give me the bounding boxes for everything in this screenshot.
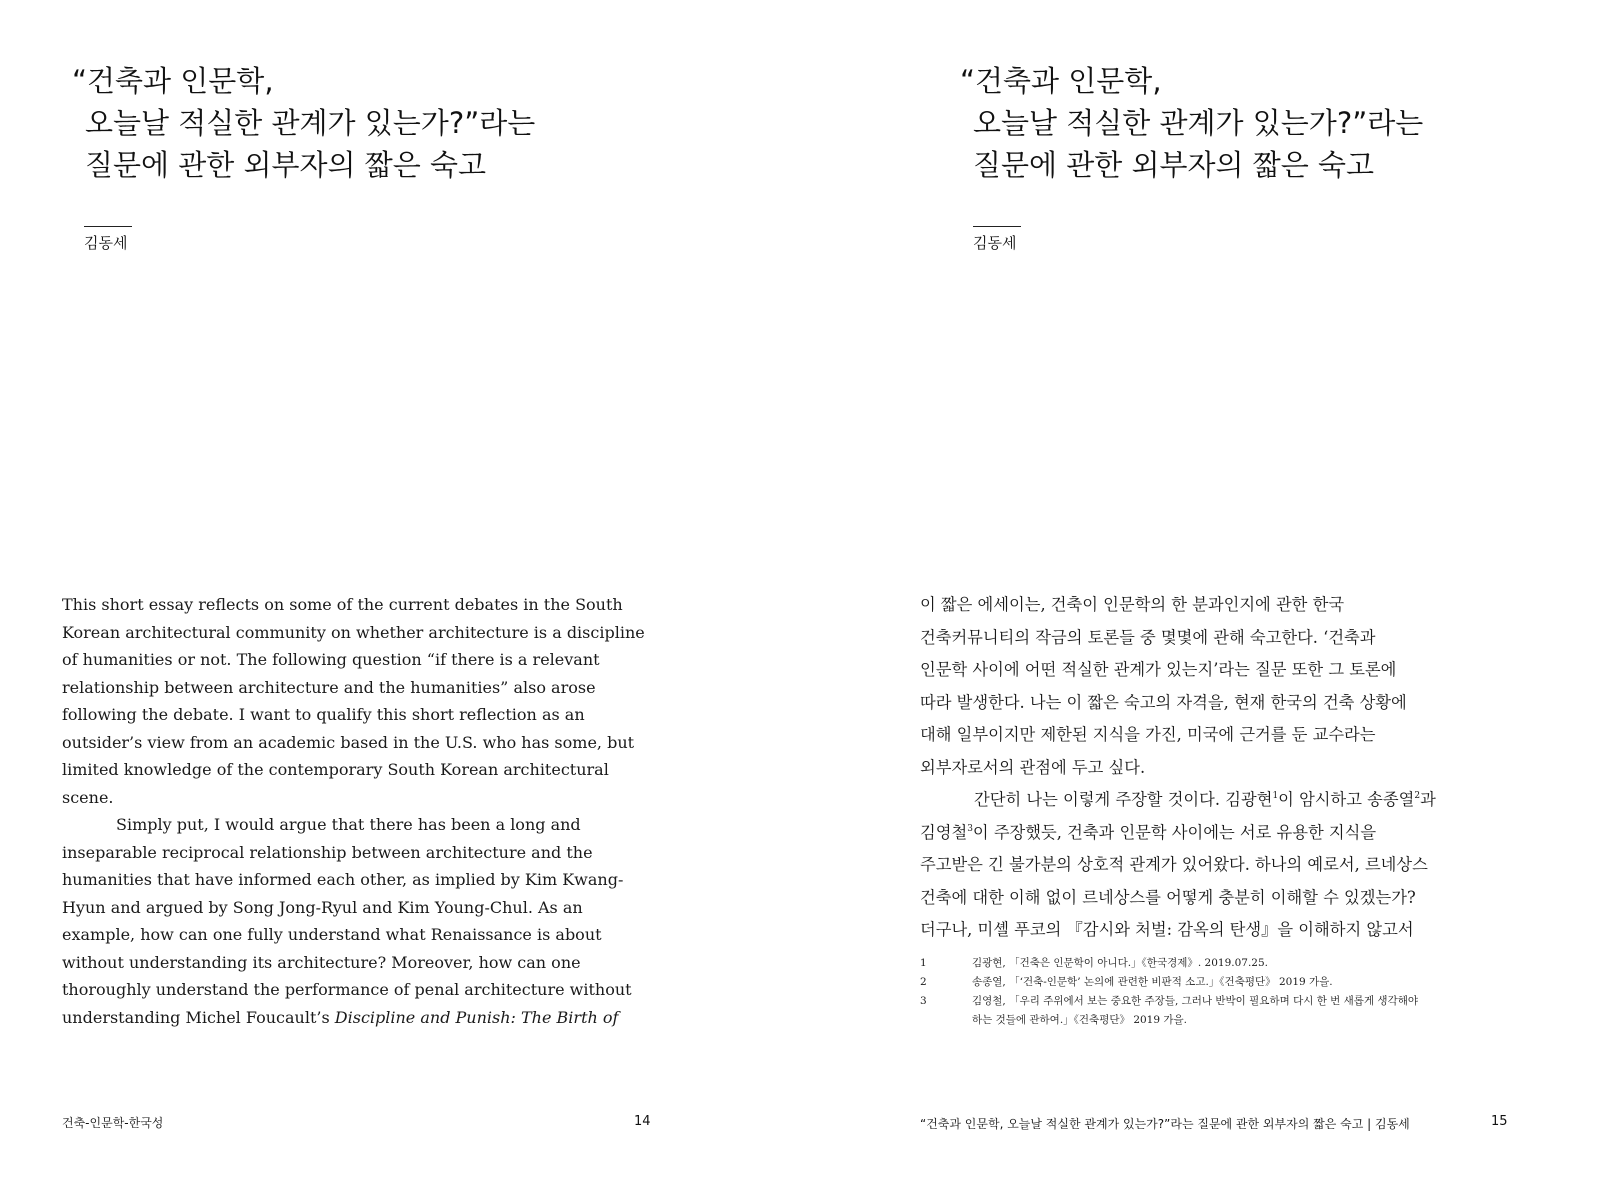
text-line: 주고받은 긴 불가분의 상호적 관계가 있어왔다. 하나의 예로서, 르네상스 xyxy=(920,855,1428,874)
title-line: 질문에 관한 외부자의 짧은 숙고 xyxy=(973,148,1375,182)
essay-title xyxy=(72,60,535,186)
title-line: 질문에 관한 외부자의 짧은 숙고 xyxy=(85,148,487,182)
text-line xyxy=(920,817,1436,850)
text-line xyxy=(920,784,1436,817)
page-number: 14 xyxy=(634,1114,651,1129)
author-divider xyxy=(973,226,1021,227)
footnote-text: 송종열, 「‘건축-인문학’ 논의에 관련한 비판적 소고.」《건축평단》 2019 가을. xyxy=(972,976,1333,988)
footnote-item xyxy=(920,954,1418,973)
text-line: 건축커뮤니티의 작금의 토론들 중 몇몇에 관해 숙고한다. ‘건축과 xyxy=(920,627,1376,647)
author-divider xyxy=(84,226,132,227)
footnote-text: 김영철, 「우리 주위에서 보는 중요한 주장들, 그러나 반박이 필요하며 다시 한 번 새롭게 생각해야 xyxy=(972,995,1418,1007)
text-run: 간단히 나는 이렇게 주장할 것이다. 김광현 xyxy=(974,790,1273,809)
running-head: “건축과 인문학, 오늘날 적실한 관계가 있는가?”라는 질문에 관한 외부자의 짧은 숙고 | 김동세 xyxy=(920,1117,1410,1131)
text-line: 이 짧은 에세이는, 건축이 인문학의 한 분과인지에 관한 한국 xyxy=(920,595,1345,614)
text-line: outsider’s view from an academic based in the U.S. who has some, but xyxy=(62,732,635,752)
text-line: following the debate. I want to qualify this short reflection as an xyxy=(62,705,585,724)
essay-body-english xyxy=(62,591,645,1031)
text-line: without understanding its architecture? Moreover, how can one xyxy=(62,952,581,972)
text-line: 건축에 대한 이해 없이 르네상스를 어떻게 충분히 이해할 수 있겠는가? xyxy=(920,887,1416,907)
text-line: 대해 일부이지만 제한된 지식을 가진, 미국에 근거를 둔 교수라는 xyxy=(920,725,1376,744)
text-line xyxy=(62,1004,645,1032)
title-line: 오늘날 적실한 관계가 있는가?”라는 xyxy=(85,106,536,140)
text-run: 이 주장했듯, 건축과 인문학 사이에는 서로 유용한 지식을 xyxy=(972,822,1377,842)
essay-title xyxy=(960,60,1423,186)
footnote-text: 김광현, 「건축은 인문학이 아니다.」《한국경제》. 2019.07.25. xyxy=(972,957,1268,969)
text-line: relationship between architecture and the humanities” also arose xyxy=(62,677,596,697)
title-line: “건축과 인문학, xyxy=(960,64,1162,98)
text-line: humanities that have informed each other, as implied by Kim Kwang- xyxy=(62,870,624,889)
book-title-italic: Discipline and Punish: The Birth of xyxy=(334,1007,619,1027)
text-line: Simply put, I would argue that there has been a long and xyxy=(116,815,581,834)
text-line: Korean architectural community on whether architecture is a discipline xyxy=(62,622,645,642)
text-run: 김영철 xyxy=(920,822,968,842)
text-line: 따라 발생한다. 나는 이 짧은 숙고의 자격을, 현재 한국의 건축 상황에 xyxy=(920,692,1407,712)
text-line: 더구나, 미셸 푸코의 『감시와 처벌: 감옥의 탄생』을 이해하지 않고서 xyxy=(920,920,1414,939)
text-run: 과 xyxy=(1420,790,1436,809)
footnote-number: 1 xyxy=(920,957,927,969)
text-line-prefix: understanding Michel Foucault’s xyxy=(62,1007,335,1027)
text-line: thoroughly understand the performance of penal architecture without xyxy=(62,980,632,999)
text-line: This short essay reflects on some of the current debates in the South xyxy=(62,595,623,614)
text-line: 외부자로서의 관점에 두고 싶다. xyxy=(920,757,1146,777)
author-name: 김동세 xyxy=(973,234,1017,252)
author-name: 김동세 xyxy=(84,234,128,252)
text-line: of humanities or not. The following question “if there is a relevant xyxy=(62,650,600,669)
footnote-text: 하는 것들에 관하여.」《건축평단》 2019 가을. xyxy=(972,1014,1187,1026)
right-page xyxy=(803,0,1606,1199)
title-line: “건축과 인문학, xyxy=(72,64,274,98)
essay-body-korean xyxy=(920,589,1436,947)
text-line: scene. xyxy=(62,787,114,807)
footnote-ref[interactable]: 2 xyxy=(1414,791,1421,801)
text-line: 인문학 사이에 어떤 적실한 관계가 있는지’라는 질문 또한 그 토론에 xyxy=(920,660,1397,679)
footnote-number: 3 xyxy=(920,995,927,1007)
footnote-item xyxy=(920,992,1418,1030)
running-head: 건축-인문학-한국성 xyxy=(62,1116,164,1130)
footnote-ref[interactable]: 3 xyxy=(967,823,973,834)
page-number: 15 xyxy=(1491,1114,1508,1129)
footnote-item xyxy=(920,973,1418,992)
footnote-number: 2 xyxy=(920,976,927,988)
footnotes xyxy=(920,954,1418,1030)
title-line: 오늘날 적실한 관계가 있는가?”라는 xyxy=(973,106,1424,140)
footnote-ref[interactable]: 1 xyxy=(1272,791,1279,801)
text-line: inseparable reciprocal relationship between architecture and the xyxy=(62,842,593,862)
text-run: 이 암시하고 송종열 xyxy=(1278,790,1415,809)
text-line: Hyun and argued by Song Jong-Ryul and Kim Young-Chul. As an xyxy=(62,897,583,917)
text-line: example, how can one fully understand what Renaissance is about xyxy=(62,925,602,944)
text-line: limited knowledge of the contemporary South Korean architectural xyxy=(62,760,609,779)
